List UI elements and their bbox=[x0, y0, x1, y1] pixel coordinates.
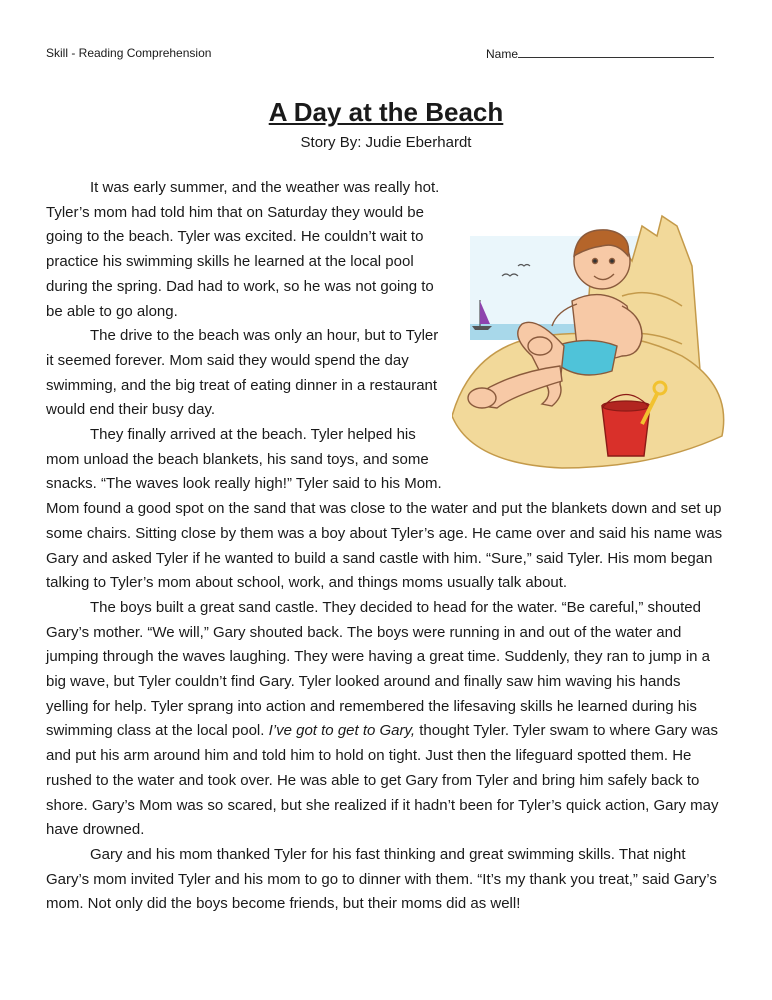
story-byline: Story By: Judie Eberhardt bbox=[300, 134, 472, 151]
name-blank-line[interactable] bbox=[518, 46, 714, 58]
name-label: Name bbox=[486, 47, 519, 61]
paragraph-2: The drive to the beach was only an hour, but to Tyler it seemed forever. Mom said they would spend the day swimming, and the big treat of eating dinner in a restaurant would end their busy day. bbox=[46, 327, 439, 419]
paragraph-1: It was early summer, and the weather was really hot. Tyler’s mom had told him that on Saturday they would be going to the beach. Tyler was excited. He couldn’t wait to practice his swimming skills he learned at the local pool during the spring. Dad had to work, so he was not going to be able to go along. bbox=[46, 179, 440, 320]
paragraph-4-thought: I’ve got to get to Gary, bbox=[268, 722, 416, 740]
name-field[interactable] bbox=[486, 46, 714, 61]
paragraph-4-part-a: The boys built a great sand castle. They decided to head for the water. “Be careful,” shouted Gary’s mother. “We will,” Gary shouted back. The boys were running in and out of the water and jumping through the waves laughing. They were having a great time. Suddenly, they ran to jump in a big wave, but Tyler couldn’t find Gary. Tyler looked around and finally saw him waving his hands yelling for help. Tyler sprang into action and remembered the lifesaving skills he learned during his swimming class at the local pool. bbox=[46, 598, 711, 740]
bucket-icon bbox=[602, 395, 650, 457]
skill-label: Skill - Reading Comprehension bbox=[46, 46, 212, 60]
paragraph-4-part-b: thought Tyler. Tyler swam to where Gary was and put his arm around him and told him to hold on tight. Just then the lifeguard spotted them. He rushed to the water and took over. He was able to get Gary from Tyler and bring him safely back to shore. Gary’s Mom was so scared, but she realized if it hadn’t been for Tyler’s quick action, Gary may have drowned. bbox=[46, 722, 719, 839]
paragraph-4 bbox=[46, 596, 726, 843]
beach-boy-illustration bbox=[452, 206, 732, 476]
paragraph-3: They finally arrived at the beach. Tyler helped his mom unload the beach blankets, his sand toys, and some snacks. “The waves look really high!” Tyler said to his Mom. Mom found a good spot on the sand that was close to the water and put the blankets down and set up some chairs. Sitting close by them was a boy about Tyler’s age. He came over and said his name was Gary and asked Tyler if he wanted to build a sand castle with him. “Sure,” said Tyler. His mom began talking to Tyler’s mom about school, work, and things moms usually talk about. bbox=[46, 426, 723, 592]
worksheet-header bbox=[46, 46, 722, 64]
paragraph-5: Gary and his mom thanked Tyler for his fast thinking and great swimming skills. That night Gary’s mom invited Tyler and his mom to go to dinner with them. “It’s my thank you treat,” said Gary’s mom. Not only did the boys become friends, but their moms did as well! bbox=[46, 845, 717, 913]
story-title: A Day at the Beach bbox=[268, 97, 504, 127]
